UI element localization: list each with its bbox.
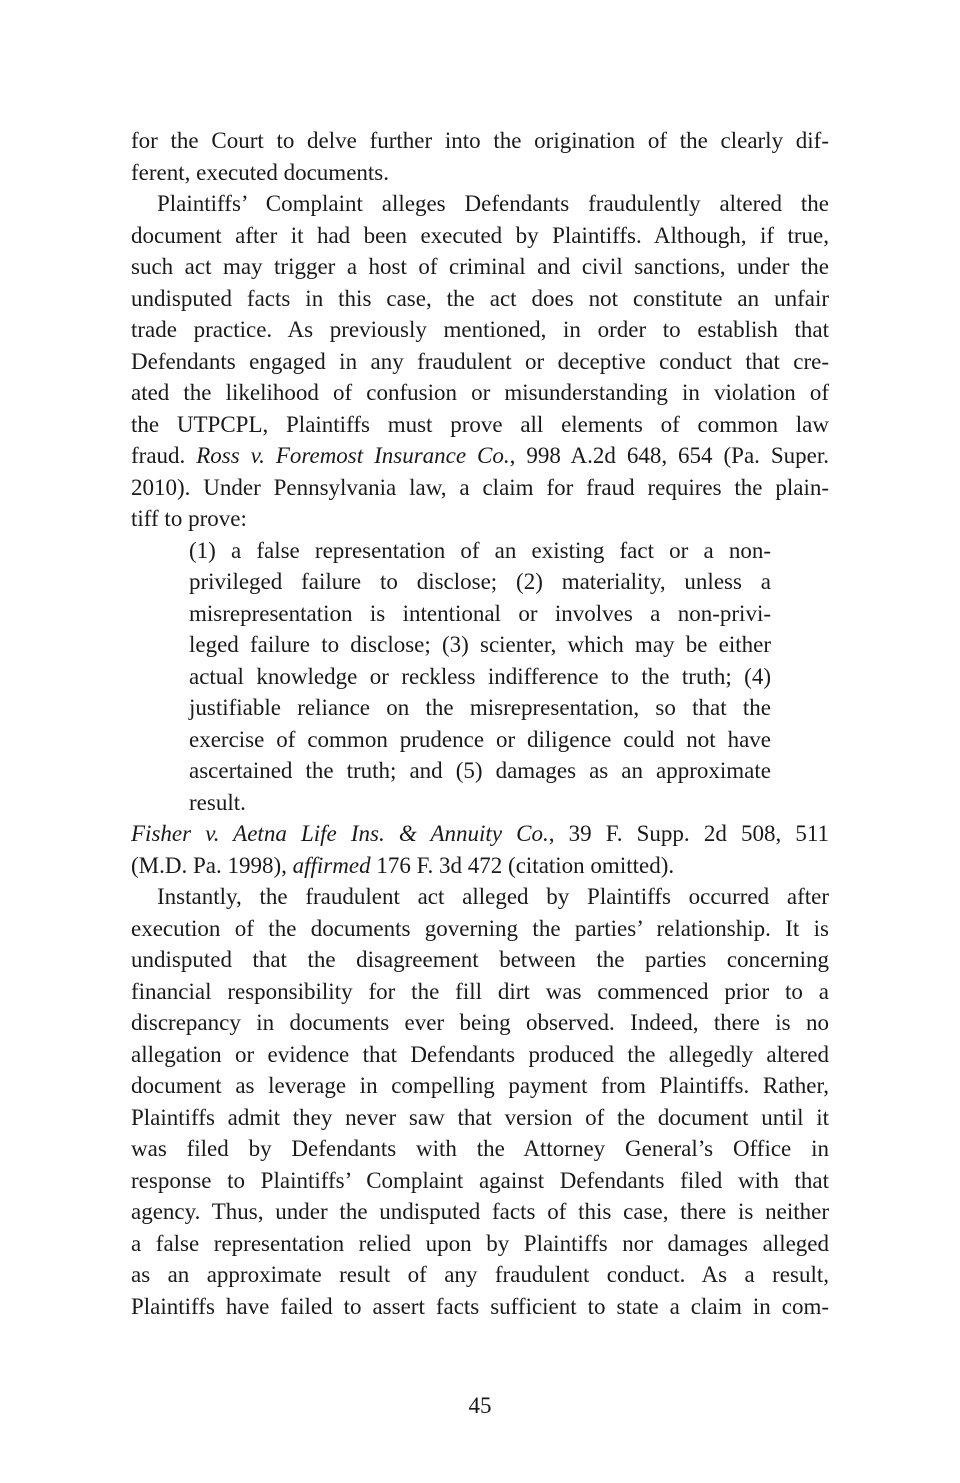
line-text: (M.D. Pa. 1998), <box>131 852 293 878</box>
paragraph-2-line-2: document after it had been executed by Plaintiffs. Although, if true, <box>131 222 829 248</box>
paragraph-2-line-11: tiff to prove: <box>131 506 247 531</box>
paragraph-2-line-6: Defendants engaged in any fraudulent or deceptive conduct that cre- <box>131 348 829 374</box>
block-quote <box>131 535 771 819</box>
body-text <box>131 125 829 1322</box>
line-text: fraud. <box>131 443 197 468</box>
paragraph-3-line-6: allegation or evidence that Defendants produced the allegedly altered <box>131 1041 829 1067</box>
paragraph-3-line-7: document as leverage in compelling payment from Plaintiffs. Rather, <box>131 1073 829 1098</box>
paragraph-2-line-9 <box>131 440 829 472</box>
paragraph-3-line-8: Plaintiffs admit they never saw that version of the document until it <box>131 1104 829 1130</box>
paragraph-3-line-1: Instantly, the fraudulent act alleged by Plaintiffs occurred after <box>157 884 829 909</box>
paragraph-2-line-1: Plaintiffs’ Complaint alleges Defendants fraudulently altered the <box>157 191 829 216</box>
paragraph-3-line-10: response to Plaintiffs’ Complaint against Defendants filed with that <box>131 1167 829 1193</box>
paragraph-3-line-5: discrepancy in documents ever being observed. Indeed, there is no <box>131 1010 829 1035</box>
quote-line-1: (1) a false representation of an existing fact or a non- <box>189 537 771 563</box>
paragraph-3-line-14: Plaintiffs have failed to assert facts sufficient to state a claim in com- <box>131 1293 829 1319</box>
citation-affirmed: affirmed <box>292 852 371 878</box>
paragraph-2-line-3: such act may trigger a host of criminal and civil sanctions, under the <box>131 254 829 279</box>
paragraph-3-line-13: as an approximate result of any fraudulent conduct. As a result, <box>131 1262 829 1287</box>
quote-line-6: justifiable reliance on the misrepresentation, so that the <box>189 695 771 720</box>
citation-line-1 <box>131 818 829 850</box>
line-text: , 998 A.2d 648, 654 (Pa. Super. <box>509 443 830 468</box>
quote-line-9: result. <box>189 789 246 815</box>
quote-line-7: exercise of common prudence or diligence could not have <box>189 726 771 752</box>
paragraph-2-line-10: 2010). Under Pennsylvania law, a claim for fraud requires the plain- <box>131 474 829 500</box>
page-number: 45 <box>468 1393 492 1418</box>
paragraph-3-line-9: was filed by Defendants with the Attorney General’s Office in <box>131 1136 829 1161</box>
case-citation-fisher: Fisher v. Aetna Life Ins. & Annuity Co. <box>131 821 549 846</box>
paragraph-1-line-2: ferent, executed documents. <box>131 159 389 185</box>
paragraph-2-line-5: trade practice. As previously mentioned, in order to establish that <box>131 317 829 342</box>
paragraph-3-line-2: execution of the documents governing the parties’ relationship. It is <box>131 915 829 941</box>
citation-line-2 <box>131 850 829 882</box>
quote-line-2: privileged failure to disclose; (2) materiality, unless a <box>189 569 771 594</box>
case-citation-ross: Ross v. Foremost Insurance Co. <box>196 443 510 468</box>
paragraph-3-line-11: agency. Thus, under the undisputed facts of this case, there is neither <box>131 1199 829 1224</box>
line-text: , 39 F. Supp. 2d 508, 511 <box>548 821 829 846</box>
quote-line-4: leged failure to disclose; (3) scienter, which may be either <box>189 632 771 657</box>
quote-line-8: ascertained the truth; and (5) damages as an approximate <box>189 758 771 783</box>
paragraph-3-line-12: a false representation relied upon by Plaintiffs nor damages alleged <box>131 1230 829 1256</box>
quote-line-3: misrepresentation is intentional or involves a non-privi- <box>189 600 771 626</box>
paragraph-2-line-8: the UTPCPL, Plaintiffs must prove all elements of common law <box>131 411 829 437</box>
paragraph-1-line-1: for the Court to delve further into the origination of the clearly dif- <box>131 128 829 153</box>
paragraph-3-line-4: financial responsibility for the fill dirt was commenced prior to a <box>131 978 829 1004</box>
paragraph-2-line-7: ated the likelihood of confusion or misunderstanding in violation of <box>131 380 829 405</box>
quote-line-5: actual knowledge or reckless indifference to the truth; (4) <box>189 663 771 689</box>
paragraph-3-line-3: undisputed that the disagreement between the parties concerning <box>131 947 829 972</box>
paragraph-2-line-4: undisputed facts in this case, the act does not constitute an unfair <box>131 285 829 311</box>
line-text: 176 F. 3d 472 (citation omitted). <box>370 852 675 878</box>
